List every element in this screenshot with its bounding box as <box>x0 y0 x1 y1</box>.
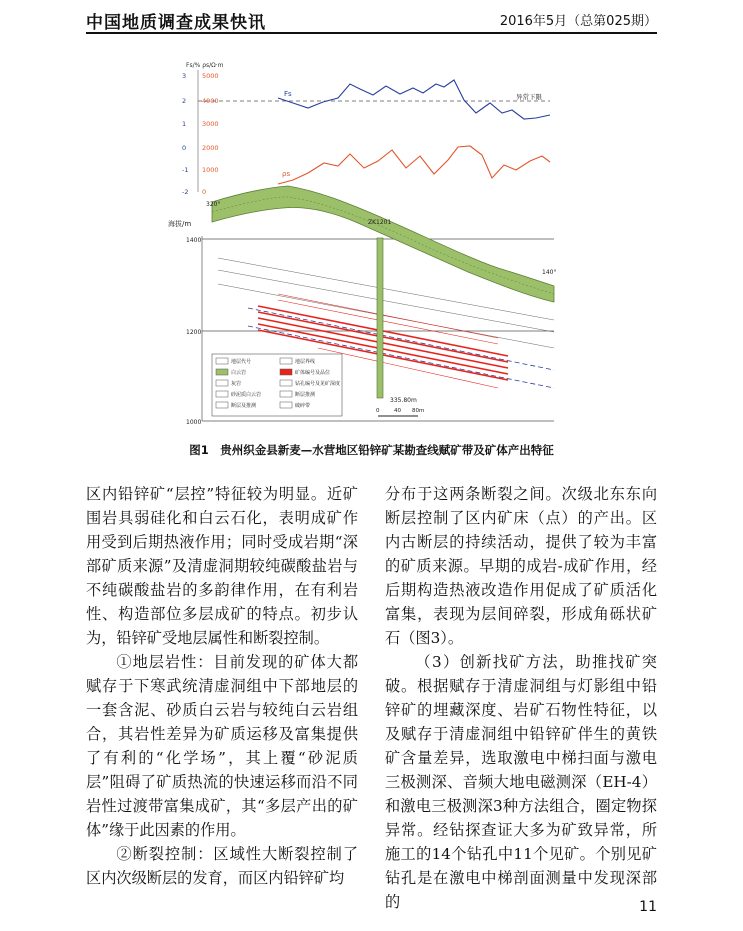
axis-right-tick: 4000 <box>202 97 219 105</box>
legend-swatch <box>280 402 292 408</box>
journal-title: 中国地质调查成果快讯 <box>86 13 266 33</box>
strata-line <box>218 258 557 320</box>
legend-swatch <box>280 391 292 397</box>
legend-label: 灰岩 <box>231 381 242 387</box>
scale-40: 40 <box>394 408 401 414</box>
axis-left-tick: 2 <box>182 97 187 105</box>
right-end-label: 140° <box>542 269 557 276</box>
left-end-label: 320° <box>206 201 221 208</box>
elev-tick-1400: 1400 <box>186 237 202 244</box>
legend-swatch <box>216 358 228 364</box>
scale-80: 80m <box>412 408 425 414</box>
anomaly-label: 异常下限 <box>516 93 542 101</box>
legend-swatch <box>280 369 292 375</box>
right-column <box>385 482 657 914</box>
borehole-zk1201 <box>377 238 383 398</box>
rho-curve <box>278 146 550 184</box>
legend-swatch <box>216 391 228 397</box>
legend-label: 白云岩 <box>231 370 247 376</box>
paragraph: ②断裂控制：区域性大断裂控制了区内次级断层的发育，而区内铅锌矿均 <box>86 845 358 887</box>
legend-label: 钻孔编号及见矿深度 <box>295 381 341 387</box>
legend-swatch <box>216 369 228 375</box>
left-column <box>86 482 358 890</box>
axis-left-tick: -1 <box>182 166 189 174</box>
paragraph: 分布于这两条断裂之间。次级北东东向断层控制了区内矿床（点）的产出。区内古断层的持续活动，提供了较为丰富的矿质来源。早期的成岩-成矿作用，经后期构造热液改造作用促成了矿质活化富集，表现为层间碎裂，形成角砾状矿石（图3）。 <box>385 485 657 647</box>
legend-swatch <box>216 380 228 386</box>
axis-right-tick: 3000 <box>202 120 219 128</box>
borehole-depth: 335.80m <box>390 397 417 404</box>
axis-right-tick: 2000 <box>202 144 219 152</box>
elev-tick-1000: 1000 <box>186 419 202 426</box>
paragraph: ①地层岩性：目前发现的矿体大都赋存于下寒武统清虚洞组中下部地层的一套含泥、砂质白云岩与较纯白云岩组合，其岩性差异为矿质运移及富集提供了有利的“化学场”，其上覆“砂泥质层”阻碍了矿质热流的快速运移而沿不同岩性过渡带富集成矿，其“多层产出的矿体”缘于此因素的作用。 <box>86 653 358 839</box>
legend-label: 地层代号 <box>231 359 252 365</box>
axis-right-tick: 0 <box>202 188 207 196</box>
legend-label: 砂泥质白云岩 <box>231 392 262 398</box>
legend-swatch <box>280 358 292 364</box>
legend-swatch <box>216 402 228 408</box>
legend-label: 地层界线 <box>295 359 316 365</box>
header-rule <box>86 32 657 34</box>
paragraph: 区内铅锌矿“层控”特征较为明显。近矿围岩具弱硅化和白云石化，表明成矿作用受到后期热液作用；同时受成岩期“深部矿质来源”及清虚洞期较纯碳酸盐岩与不纯碳酸盐岩的多韵律作用，在有利岩性、构造部位多层成矿的特点。初步认为，铅锌矿受地层属性和断裂控制。 <box>86 485 358 647</box>
legend-label: 矿体编号及品位 <box>295 370 331 376</box>
scale-0: 0 <box>376 408 380 414</box>
issue-label: 2016年5月（总第025期） <box>499 14 657 29</box>
axis-left-tick: 1 <box>182 120 187 128</box>
legend-label: 断层推测 <box>295 392 316 398</box>
figure-caption: 图1 贵州织金县新麦—水营地区铅锌矿某勘查线赋矿带及矿体产出特征 <box>189 443 554 457</box>
axis-left-tick: 3 <box>182 72 187 80</box>
borehole-label: ZK1201 <box>368 219 392 226</box>
elevation-title: 海拔/m <box>168 220 192 228</box>
page-number: 11 <box>639 899 657 915</box>
rho-label: ρs <box>282 170 291 178</box>
axis-left-tick: 0 <box>182 144 187 152</box>
axis-right-tick: 1000 <box>202 166 219 174</box>
legend-label: 断层及推测 <box>231 403 257 409</box>
fs-label: Fs <box>284 90 292 98</box>
legend-label: 破碎带 <box>295 403 311 409</box>
fs-curve <box>278 80 550 119</box>
axis-title: Fs/% ρs/Ω·m <box>186 62 224 69</box>
legend-swatch <box>280 380 292 386</box>
paragraph: （3）创新找矿方法，助推找矿突破。根据赋存于清虚洞组与灯影组中铅锌矿的埋藏深度、岩矿石物性特征，以及赋存于清虚洞组中铅锌矿伴生的黄铁矿含量差异，选取激电中梯扫面与激电三极测深、音频大地电磁测深（EH-4）和激电三极测深3种方法组合，圈定物探异常。经钻探查证大多为矿致异常，所施工的14个钻孔中11个见矿。个别见矿钻孔是在激电中梯剖面测量中发现深部的 <box>385 653 657 911</box>
axis-right-tick: 5000 <box>202 72 219 80</box>
cross-section-svg <box>168 58 568 430</box>
geology-figure <box>168 58 568 430</box>
axis-left-tick: -2 <box>182 188 189 196</box>
elev-tick-1200: 1200 <box>186 329 202 336</box>
